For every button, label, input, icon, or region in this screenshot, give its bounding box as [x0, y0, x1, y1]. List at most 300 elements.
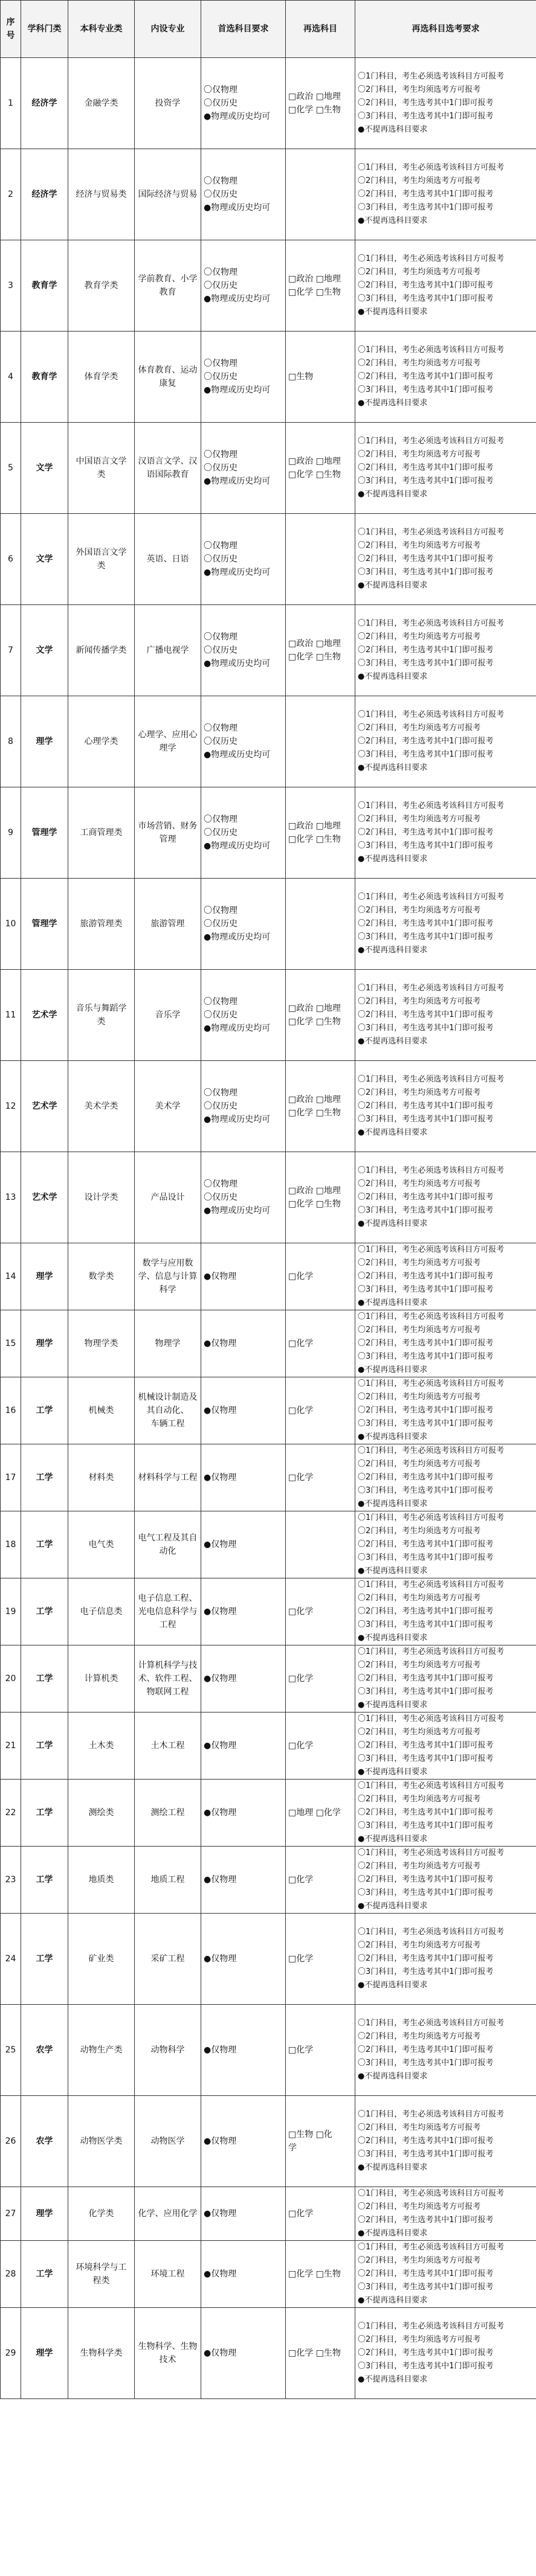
first-subject-option: 〇仅物理 [204, 1179, 237, 1189]
requirement-option: 〇3门科目，考生选考其中1门即可报考 [358, 2059, 494, 2068]
reselect-subject-line: □政治 □地理 [288, 457, 341, 466]
requirement-option: 〇1门科目，考生必须选考该科目方可报考 [358, 1513, 505, 1522]
row-major [135, 1578, 201, 1645]
table-row [1, 1511, 536, 1578]
row-category [68, 2308, 135, 2399]
row-discipline: 理学 [21, 696, 68, 787]
row-category [68, 696, 135, 787]
row-discipline: 工学 [21, 1645, 68, 1713]
row-index: 2 [1, 149, 21, 240]
category-line: 动物生产类 [80, 2045, 123, 2055]
row-reselect-requirement [355, 879, 536, 970]
row-category [68, 1578, 135, 1645]
requirement-option: 〇1门科目，考生必须选考该科目方可报考 [358, 254, 505, 263]
major-line: 物理学 [155, 1339, 181, 1348]
major-line: 土木工程 [150, 1741, 185, 1751]
row-first-subject [201, 1780, 286, 1847]
requirement-option: 〇3门科目，考生选考其中1门即可报考 [358, 1888, 494, 1897]
first-subject-option: ●仅物理 [204, 1607, 237, 1616]
requirement-option: 〇2门科目，考生选考其中1门即可报考 [358, 2045, 494, 2054]
requirement-option: 〇1门科目，考生必须选考该科目方可报考 [358, 1647, 505, 1656]
row-index: 25 [1, 2005, 21, 2096]
row-reselect-requirement [355, 2096, 536, 2187]
first-subject-option: ●物理或历史均可 [204, 1115, 271, 1124]
requirement-option: 〇2门科目，考生选考其中1门即可报考 [358, 1406, 494, 1415]
row-reselect-requirement [355, 1444, 536, 1511]
requirement-option: 〇2门科目，考生选考其中1门即可报考 [358, 1473, 494, 1482]
row-category [68, 58, 135, 149]
requirement-option: ●不提再选科目要求 [358, 2375, 428, 2384]
requirement-option: 〇1门科目，考生必须选考该科目方可报考 [358, 1848, 505, 1857]
requirement-option: 〇2门科目，考生均须选考方可报考 [358, 2123, 481, 2132]
row-discipline: 理学 [21, 2187, 68, 2241]
requirement-option: 〇3门科目，考生选考其中1门即可报考 [358, 203, 494, 212]
row-first-subject [201, 240, 286, 332]
row-discipline: 管理学 [21, 879, 68, 970]
first-subject-option: ●仅物理 [204, 2136, 237, 2146]
row-index: 3 [1, 240, 21, 332]
row-discipline: 理学 [21, 1243, 68, 1310]
table-row [1, 1061, 536, 1152]
major-line: 心理学、应用心 [138, 730, 198, 740]
first-subject-option: ●物理或历史均可 [204, 385, 271, 395]
major-line: 生物科学、生物 [138, 2342, 198, 2351]
reselect-subject-line: □化学 [288, 2209, 314, 2219]
first-subject-option: 〇仅物理 [204, 906, 237, 915]
category-line: 音乐与舞蹈学 [76, 1004, 127, 1013]
requirement-option: 〇2门科目，考生均须选考方可报考 [358, 85, 481, 94]
row-discipline: 工学 [21, 1377, 68, 1444]
reselect-subject-line: □化学 □生物 [288, 2348, 341, 2358]
table-row [1, 1444, 536, 1511]
requirement-option: 〇2门科目，考生均须选考方可报考 [358, 1594, 481, 1603]
first-subject-option: ●仅物理 [204, 1473, 237, 1482]
row-reselect [286, 58, 355, 149]
table-row [1, 2005, 536, 2096]
row-reselect-requirement [355, 1914, 536, 2005]
requirement-option: 〇2门科目，考生均须选考方可报考 [358, 1392, 481, 1402]
requirement-option: 〇2门科目，考生选考其中1门即可报考 [358, 281, 494, 290]
row-index: 18 [1, 1511, 21, 1578]
requirement-option: ●不提再选科目要求 [358, 490, 428, 499]
requirement-option: ●不提再选科目要求 [358, 2229, 428, 2238]
row-discipline: 教育学 [21, 240, 68, 332]
requirement-option: 〇2门科目，考生选考其中1门即可报考 [358, 828, 494, 837]
requirement-option: 〇1门科目，考生必须选考该科目方可报考 [358, 1312, 505, 1321]
major-line: 康复 [159, 379, 176, 388]
reselect-subject-line: □化学 □生物 [288, 470, 341, 479]
table-row [1, 1310, 536, 1377]
first-subject-option: 〇仅历史 [204, 1010, 237, 1020]
requirement-option: 〇2门科目，考生选考其中1门即可报考 [358, 1272, 494, 1281]
row-reselect [286, 1847, 355, 1914]
requirement-option: 〇3门科目，考生选考其中1门即可报考 [358, 1419, 494, 1428]
row-reselect [286, 149, 355, 240]
table-row [1, 1578, 536, 1645]
table-row [1, 240, 536, 332]
category-line: 动物医学类 [80, 2136, 123, 2146]
requirement-option: 〇2门科目，考生选考其中1门即可报考 [358, 646, 494, 655]
row-index: 6 [1, 514, 21, 605]
requirement-option: 〇2门科目，考生选考其中1门即可报考 [358, 1540, 494, 1549]
requirement-option: 〇2门科目，考生均须选考方可报考 [358, 1258, 481, 1267]
requirement-option: 〇1门科目，考生必须选考该科目方可报考 [358, 619, 505, 628]
first-subject-option: 〇仅物理 [204, 268, 237, 277]
row-major [135, 1243, 201, 1310]
requirement-option: 〇2门科目，考生选考其中1门即可报考 [358, 372, 494, 381]
row-reselect-requirement [355, 2187, 536, 2241]
row-index: 12 [1, 1061, 21, 1152]
major-line: 体育教育、运动 [138, 365, 198, 375]
category-line: 计算机类 [84, 1674, 118, 1684]
requirement-option: 〇2门科目，考生选考其中1门即可报考 [358, 1875, 494, 1884]
major-line: 车辆工程 [150, 1419, 185, 1429]
requirement-option: 〇1门科目，考生必须选考该科目方可报考 [358, 1714, 505, 1723]
row-reselect [286, 514, 355, 605]
row-major [135, 514, 201, 605]
row-reselect-requirement [355, 514, 536, 605]
row-first-subject [201, 1152, 286, 1243]
requirement-option: 〇1门科目，考生必须选考该科目方可报考 [358, 2110, 505, 2119]
requirement-option: 〇2门科目，考生选考其中1门即可报考 [358, 554, 494, 563]
row-reselect-requirement [355, 1511, 536, 1578]
major-line: 材料科学与工程 [138, 1473, 198, 1482]
category-line: 测绘类 [88, 1808, 114, 1818]
requirement-option: 〇1门科目，考生必须选考该科目方可报考 [358, 2019, 505, 2028]
row-category [68, 2187, 135, 2241]
row-reselect-requirement [355, 1578, 536, 1645]
major-line: 计算机科学与技 [138, 1661, 198, 1670]
row-discipline: 经济学 [21, 58, 68, 149]
requirement-option: 〇3门科目，考生选考其中1门即可报考 [358, 1967, 494, 1976]
row-category [68, 2096, 135, 2187]
major-line: 英语、日语 [146, 554, 189, 564]
first-subject-option: 〇仅物理 [204, 359, 237, 368]
requirement-option: ●不提再选科目要求 [358, 1432, 428, 1441]
reselect-subject-line: □化学 [288, 1674, 314, 1684]
major-line: 数学与应用数 [142, 1258, 193, 1268]
table-row [1, 514, 536, 605]
major-line: 采矿工程 [150, 1954, 185, 1964]
category-line: 数学类 [88, 1272, 114, 1281]
row-category [68, 1377, 135, 1444]
row-reselect [286, 1914, 355, 2005]
requirement-option: ●不提再选科目要求 [358, 1633, 428, 1642]
row-first-subject [201, 1914, 286, 2005]
major-line: 学前教育、小学 [138, 274, 198, 284]
first-subject-option: ●仅物理 [204, 1741, 237, 1751]
row-first-subject [201, 970, 286, 1061]
row-first-subject [201, 1377, 286, 1444]
row-major [135, 2005, 201, 2096]
requirement-option: ●不提再选科目要求 [358, 1834, 428, 1844]
row-reselect [286, 1645, 355, 1713]
row-reselect-requirement [355, 1152, 536, 1243]
row-discipline: 工学 [21, 1511, 68, 1578]
first-subject-option: 〇仅物理 [204, 723, 237, 733]
row-index: 27 [1, 2187, 21, 2241]
row-category [68, 879, 135, 970]
major-line: 物联网工程 [146, 1687, 189, 1697]
row-first-subject [201, 2241, 286, 2308]
reselect-subject-line: □化学 □生物 [288, 1199, 341, 1209]
requirement-option: 〇2门科目，考生选考其中1门即可报考 [358, 1193, 494, 1202]
row-major [135, 1444, 201, 1511]
row-reselect-requirement [355, 1713, 536, 1780]
row-reselect-requirement [355, 2005, 536, 2096]
header-first-subject: 首选科目要求 [201, 1, 286, 58]
row-first-subject [201, 696, 286, 787]
requirement-option: 〇1门科目，考生必须选考该科目方可报考 [358, 892, 505, 902]
header-row [1, 1, 536, 58]
first-subject-option: ●物理或历史均可 [204, 203, 271, 213]
row-category [68, 1444, 135, 1511]
major-line: 化学、应用化学 [138, 2209, 198, 2219]
reselect-subject-line: □政治 □地理 [288, 1186, 341, 1196]
requirement-option: ●不提再选科目要求 [358, 1298, 428, 1307]
row-reselect-requirement [355, 970, 536, 1061]
row-discipline: 工学 [21, 1780, 68, 1847]
first-subject-option: ●仅物理 [204, 2269, 237, 2279]
row-reselect [286, 605, 355, 696]
category-line: 土木类 [88, 1741, 114, 1751]
row-first-subject [201, 1511, 286, 1578]
row-major [135, 423, 201, 514]
row-reselect-requirement [355, 423, 536, 514]
requirement-option: 〇3门科目，考生选考其中1门即可报考 [358, 112, 494, 121]
row-first-subject [201, 879, 286, 970]
requirement-option: 〇3门科目，考生选考其中1门即可报考 [358, 1821, 494, 1830]
reselect-subject-line: □化学 □生物 [288, 1017, 341, 1027]
row-first-subject [201, 2308, 286, 2399]
row-reselect-requirement [355, 1645, 536, 1713]
major-line: 电气工程及其自 [138, 1533, 198, 1543]
requirement-option: 〇2门科目，考生均须选考方可报考 [358, 1088, 481, 1097]
row-first-subject [201, 787, 286, 879]
major-line: 电子信息工程、 [138, 1594, 198, 1603]
first-subject-option: 〇仅物理 [204, 176, 237, 186]
row-category [68, 787, 135, 879]
category-line: 机械类 [88, 1406, 114, 1415]
requirement-option: 〇3门科目，考生选考其中1门即可报考 [358, 841, 494, 850]
requirement-option: 〇3门科目，考生选考其中1门即可报考 [358, 2283, 494, 2292]
requirement-option: ●不提再选科目要求 [358, 1499, 428, 1508]
requirement-option: 〇1门科目，考生必须选考该科目方可报考 [358, 2189, 505, 2198]
requirement-option: 〇2门科目，考生均须选考方可报考 [358, 1795, 481, 1804]
requirement-option: 〇2门科目，考生均须选考方可报考 [358, 1527, 481, 1536]
row-index: 17 [1, 1444, 21, 1511]
row-category [68, 1061, 135, 1152]
reselect-subject-line: □化学 [288, 2045, 314, 2055]
row-reselect-requirement [355, 240, 536, 332]
major-line: 国际经济与贸易 [138, 190, 198, 199]
requirement-option: 〇3门科目，考生选考其中1门即可报考 [358, 1115, 494, 1124]
requirement-option: ●不提再选科目要求 [358, 125, 428, 134]
table-row [1, 1243, 536, 1310]
requirement-option: 〇3门科目，考生选考其中1门即可报考 [358, 2362, 494, 2371]
category-line: 材料类 [88, 1473, 114, 1482]
major-line: 音乐学 [155, 1010, 181, 1020]
reselect-subject-line: □生物 □化 [288, 2130, 332, 2139]
requirement-option: 〇2门科目，考生选考其中1门即可报考 [358, 2348, 494, 2357]
row-major [135, 2096, 201, 2187]
table-row [1, 423, 536, 514]
major-line: 汉语言文学、汉 [138, 457, 198, 466]
requirement-option: 〇3门科目，考生选考其中1门即可报考 [358, 1486, 494, 1495]
row-category [68, 2241, 135, 2308]
major-line: 广播电视学 [146, 646, 189, 655]
requirement-option: 〇2门科目，考生均须选考方可报考 [358, 2032, 481, 2041]
requirement-option: 〇2门科目，考生均须选考方可报考 [358, 2202, 481, 2211]
requirement-option: 〇3门科目，考生选考其中1门即可报考 [358, 1620, 494, 1629]
row-category [68, 1914, 135, 2005]
first-subject-option: ●仅物理 [204, 1540, 237, 1549]
header-discipline: 学科门类 [21, 1, 68, 58]
first-subject-option: 〇仅历史 [204, 1193, 237, 1202]
category-line: 电气类 [88, 1540, 114, 1549]
first-subject-option: ●物理或历史均可 [204, 112, 271, 121]
table-row [1, 2096, 536, 2187]
requirement-option: 〇2门科目，考生均须选考方可报考 [358, 1728, 481, 1737]
row-index: 24 [1, 1914, 21, 2005]
category-line: 电子信息类 [80, 1607, 123, 1616]
requirement-option: 〇2门科目，考生选考其中1门即可报考 [358, 1101, 494, 1110]
table-row [1, 332, 536, 423]
requirement-option: 〇2门科目，考生均须选考方可报考 [358, 2256, 481, 2265]
requirement-option: 〇2门科目，考生选考其中1门即可报考 [358, 2269, 494, 2278]
row-reselect-requirement [355, 1061, 536, 1152]
major-line: 教育 [159, 287, 176, 297]
requirement-option: 〇1门科目，考生必须选考该科目方可报考 [358, 437, 505, 446]
requirement-option: ●不提再选科目要求 [358, 1566, 428, 1575]
requirement-option: 〇1门科目，考生必须选考该科目方可报考 [358, 1166, 505, 1175]
header-major: 内设专业 [135, 1, 201, 58]
requirement-option: 〇3门科目，考生选考其中1门即可报考 [358, 1553, 494, 1562]
reselect-subject-line: □化学 □生物 [288, 835, 341, 844]
requirement-option: 〇1门科目，考生必须选考该科目方可报考 [358, 72, 505, 81]
table-row [1, 1713, 536, 1780]
row-category [68, 1645, 135, 1713]
major-line: 产品设计 [150, 1193, 185, 1202]
row-reselect-requirement [355, 787, 536, 879]
requirement-option: 〇1门科目，考生必须选考该科目方可报考 [358, 1075, 505, 1084]
category-line: 中国语言文学 [76, 457, 127, 466]
row-reselect [286, 1377, 355, 1444]
reselect-subject-line: □化学 □生物 [288, 1108, 341, 1118]
table-row [1, 1847, 536, 1914]
requirement-option: 〇1门科目，考生必须选考该科目方可报考 [358, 1245, 505, 1254]
row-first-subject [201, 514, 286, 605]
reselect-subject-line: □化学 □生物 [288, 105, 341, 115]
requirement-option: 〇1门科目，考生必须选考该科目方可报考 [358, 1580, 505, 1589]
table-row [1, 1914, 536, 2005]
requirement-option: 〇3门科目，考生选考其中1门即可报考 [358, 750, 494, 759]
row-index: 8 [1, 696, 21, 787]
major-line: 环境工程 [150, 2269, 185, 2279]
header-reselect: 再选科目 [286, 1, 355, 58]
major-line: 学、信息与计算 [138, 1272, 198, 1281]
row-discipline: 工学 [21, 1444, 68, 1511]
row-category [68, 240, 135, 332]
requirement-option: 〇1门科目，考生必须选考该科目方可报考 [358, 1379, 505, 1388]
table-row [1, 2187, 536, 2241]
row-reselect [286, 1713, 355, 1780]
major-line: 动化 [159, 1546, 176, 1556]
table-row [1, 2241, 536, 2308]
requirement-option: 〇3门科目，考生选考其中1门即可报考 [358, 1352, 494, 1361]
category-line: 工商管理类 [80, 828, 123, 838]
requirement-option: 〇3门科目，考生选考其中1门即可报考 [358, 932, 494, 941]
reselect-subject-line: □化学 [288, 1875, 314, 1885]
reselect-subject-line: □化学 [288, 1272, 314, 1281]
row-reselect [286, 970, 355, 1061]
requirement-option: 〇2门科目，考生均须选考方可报考 [358, 1459, 481, 1469]
first-subject-option: ●仅物理 [204, 1339, 237, 1348]
major-line: 美术学 [155, 1101, 181, 1111]
first-subject-option: 〇仅历史 [204, 554, 237, 564]
row-index: 14 [1, 1243, 21, 1310]
category-line: 体育学类 [84, 372, 118, 382]
row-first-subject [201, 2005, 286, 2096]
first-subject-option: 〇仅历史 [204, 1101, 237, 1111]
requirement-option: ●不提再选科目要求 [358, 2163, 428, 2172]
first-subject-option: ●仅物理 [204, 1674, 237, 1684]
requirement-option: ●不提再选科目要求 [358, 672, 428, 681]
row-major [135, 58, 201, 149]
requirement-option: ●不提再选科目要求 [358, 1981, 428, 1990]
reselect-subject-line: □化学 [288, 1607, 314, 1616]
row-index: 19 [1, 1578, 21, 1645]
row-category [68, 514, 135, 605]
row-discipline: 管理学 [21, 787, 68, 879]
major-line: 技术 [159, 2355, 176, 2365]
requirement-option: 〇2门科目，考生均须选考方可报考 [358, 1325, 481, 1334]
requirement-option: ●不提再选科目要求 [358, 1219, 428, 1228]
major-line: 其自动化、 [146, 1406, 189, 1415]
row-major [135, 1713, 201, 1780]
row-index: 9 [1, 787, 21, 879]
row-index: 29 [1, 2308, 21, 2399]
requirement-option: 〇2门科目，考生均须选考方可报考 [358, 359, 481, 368]
requirement-option: 〇2门科目，考生均须选考方可报考 [358, 268, 481, 277]
header-reselect-requirement: 再选科目选考要求 [355, 1, 536, 58]
row-reselect-requirement [355, 605, 536, 696]
requirement-option: ●不提再选科目要求 [358, 399, 428, 408]
row-reselect [286, 2005, 355, 2096]
row-reselect [286, 696, 355, 787]
requirement-option: 〇3门科目，考生选考其中1门即可报考 [358, 659, 494, 668]
row-reselect [286, 2096, 355, 2187]
category-line: 旅游管理类 [80, 919, 123, 929]
first-subject-option: 〇仅历史 [204, 190, 237, 199]
first-subject-option: ●仅物理 [204, 2209, 237, 2219]
reselect-subject-line: □化学 [288, 1954, 314, 1964]
first-subject-option: ●物理或历史均可 [204, 294, 271, 304]
requirement-option: 〇2门科目，考生选考其中1门即可报考 [358, 1607, 494, 1616]
row-reselect [286, 2241, 355, 2308]
category-line: 类 [97, 1017, 106, 1027]
table-row [1, 1377, 536, 1444]
major-line: 动物科学 [150, 2045, 185, 2055]
table-row [1, 58, 536, 149]
row-discipline: 文学 [21, 514, 68, 605]
reselect-subject-line: □地理 □化学 [288, 1808, 341, 1818]
row-reselect [286, 240, 355, 332]
table-row [1, 1780, 536, 1847]
row-first-subject [201, 332, 286, 423]
requirement-option: ●不提再选科目要求 [358, 1037, 428, 1046]
requirement-option: 〇3门科目，考生选考其中1门即可报考 [358, 294, 494, 303]
